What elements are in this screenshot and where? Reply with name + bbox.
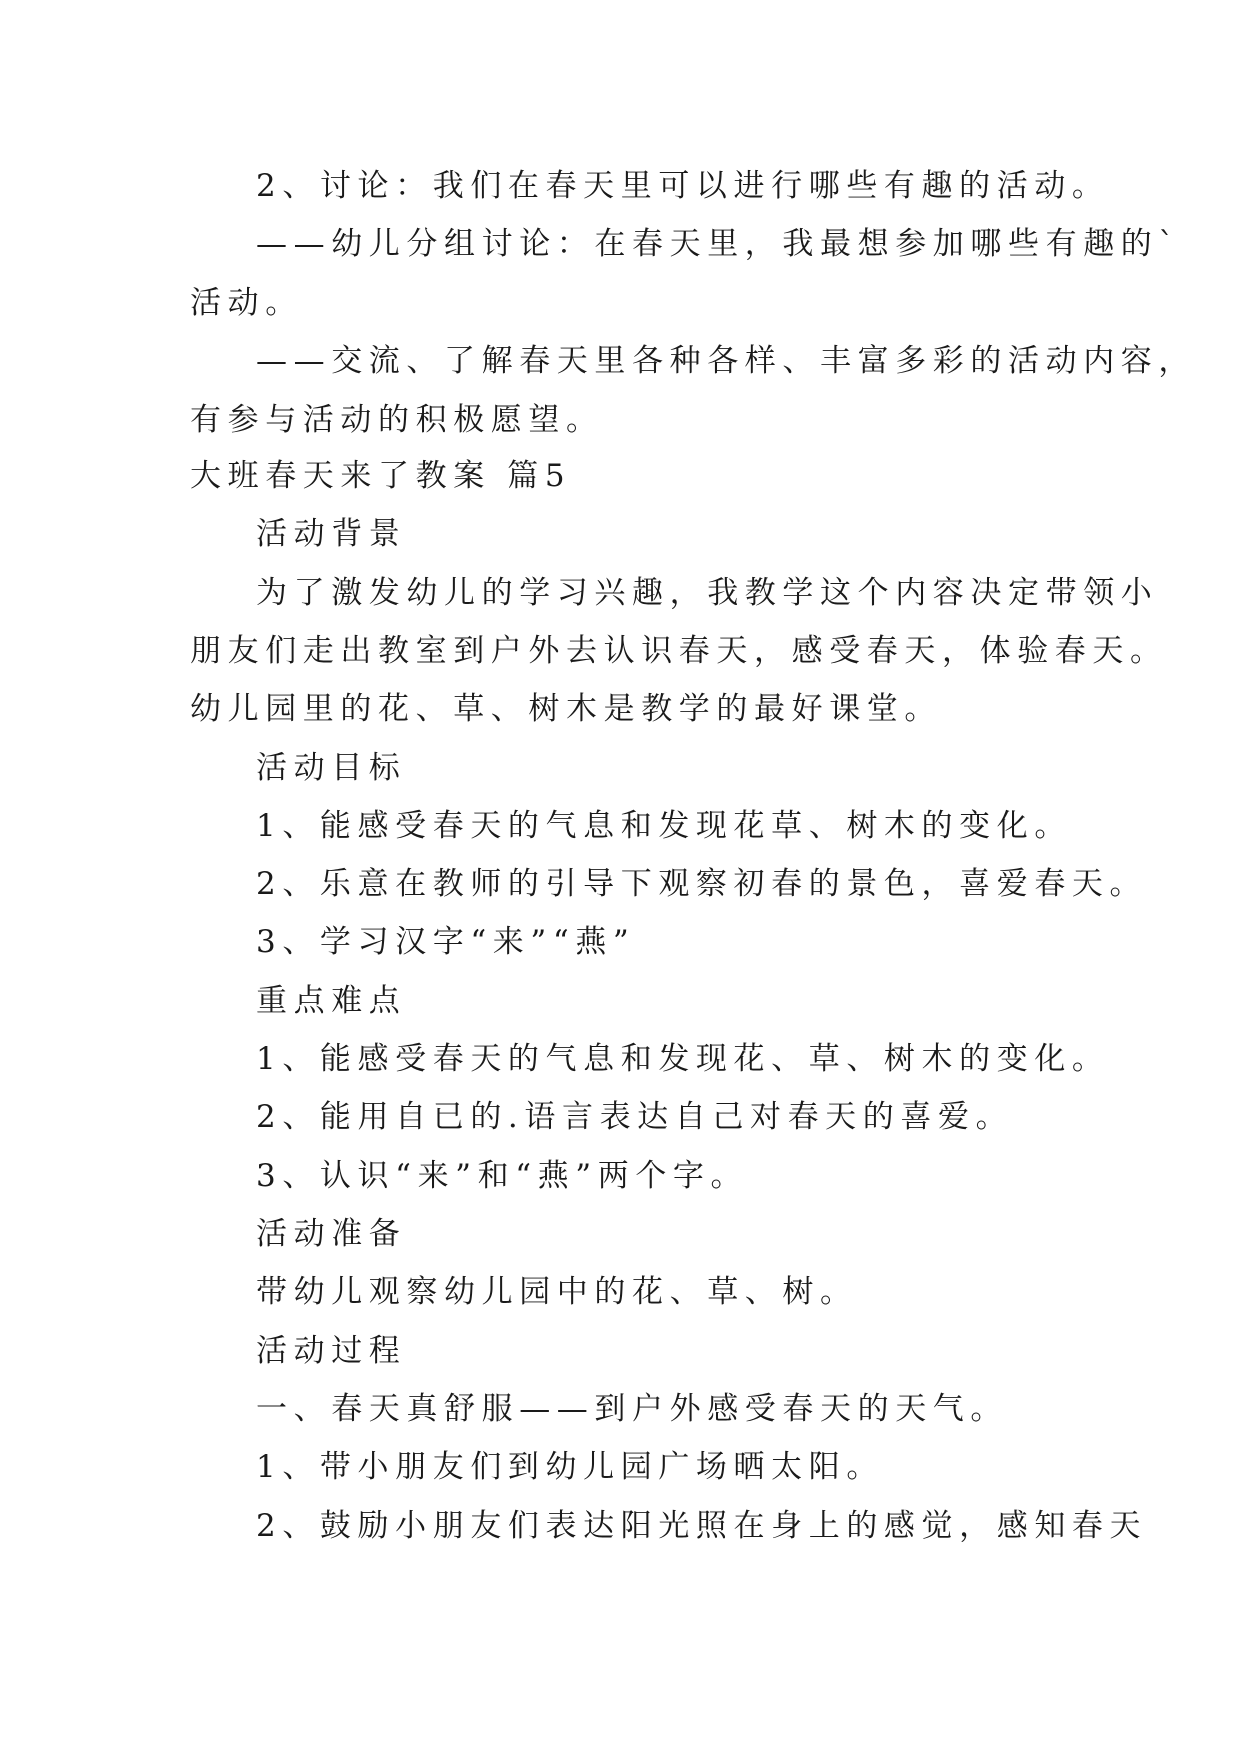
text-line: 2、鼓励小朋友们表达阳光照在身上的感觉，感知春天	[256, 1508, 1148, 1544]
text-line: 1、能感受春天的气息和发现花、草、树木的变化。	[256, 1041, 1110, 1077]
subheading: 活动背景	[256, 516, 407, 552]
subheading: 活动过程	[256, 1333, 407, 1369]
text-line: 活动。	[190, 285, 303, 321]
subheading: 重点难点	[256, 983, 407, 1019]
text-line: 带幼儿观察幼儿园中的花、草、树。	[256, 1274, 858, 1310]
text-line: 1、带小朋友们到幼儿园广场晒太阳。	[256, 1449, 884, 1485]
text-line: 为了激发幼儿的学习兴趣，我教学这个内容决定带领小	[256, 575, 1159, 611]
subheading: 活动准备	[256, 1216, 407, 1252]
text-line: 3、学习汉字“来”“燕”	[256, 924, 636, 960]
text-line: 一、春天真舒服——到户外感受春天的天气。	[256, 1391, 1008, 1427]
text-line: 2、讨论：我们在春天里可以进行哪些有趣的活动。	[256, 168, 1110, 204]
text-line: 幼儿园里的花、草、树木是教学的最好课堂。	[190, 691, 942, 727]
section-heading: 大班春天来了教案 篇5	[190, 458, 572, 494]
text-line: 2、乐意在教师的引导下观察初春的景色，喜爱春天。	[256, 866, 1148, 902]
subheading: 活动目标	[256, 750, 407, 786]
text-line: ——交流、了解春天里各种各样、丰富多彩的活动内容，	[256, 343, 1196, 379]
text-line: 有参与活动的积极愿望。	[190, 402, 604, 438]
text-line: 2、能用自已的.语言表达自己对春天的喜爱。	[256, 1099, 1014, 1135]
text-line: 3、认识“来”和“燕”两个字。	[256, 1158, 749, 1194]
text-line: 朋友们走出教室到户外去认识春天，感受春天，体验春天。	[190, 633, 1168, 669]
text-line: 1、能感受春天的气息和发现花草、树木的变化。	[256, 808, 1072, 844]
text-line: ——幼儿分组讨论：在春天里，我最想参加哪些有趣的`	[256, 226, 1181, 262]
